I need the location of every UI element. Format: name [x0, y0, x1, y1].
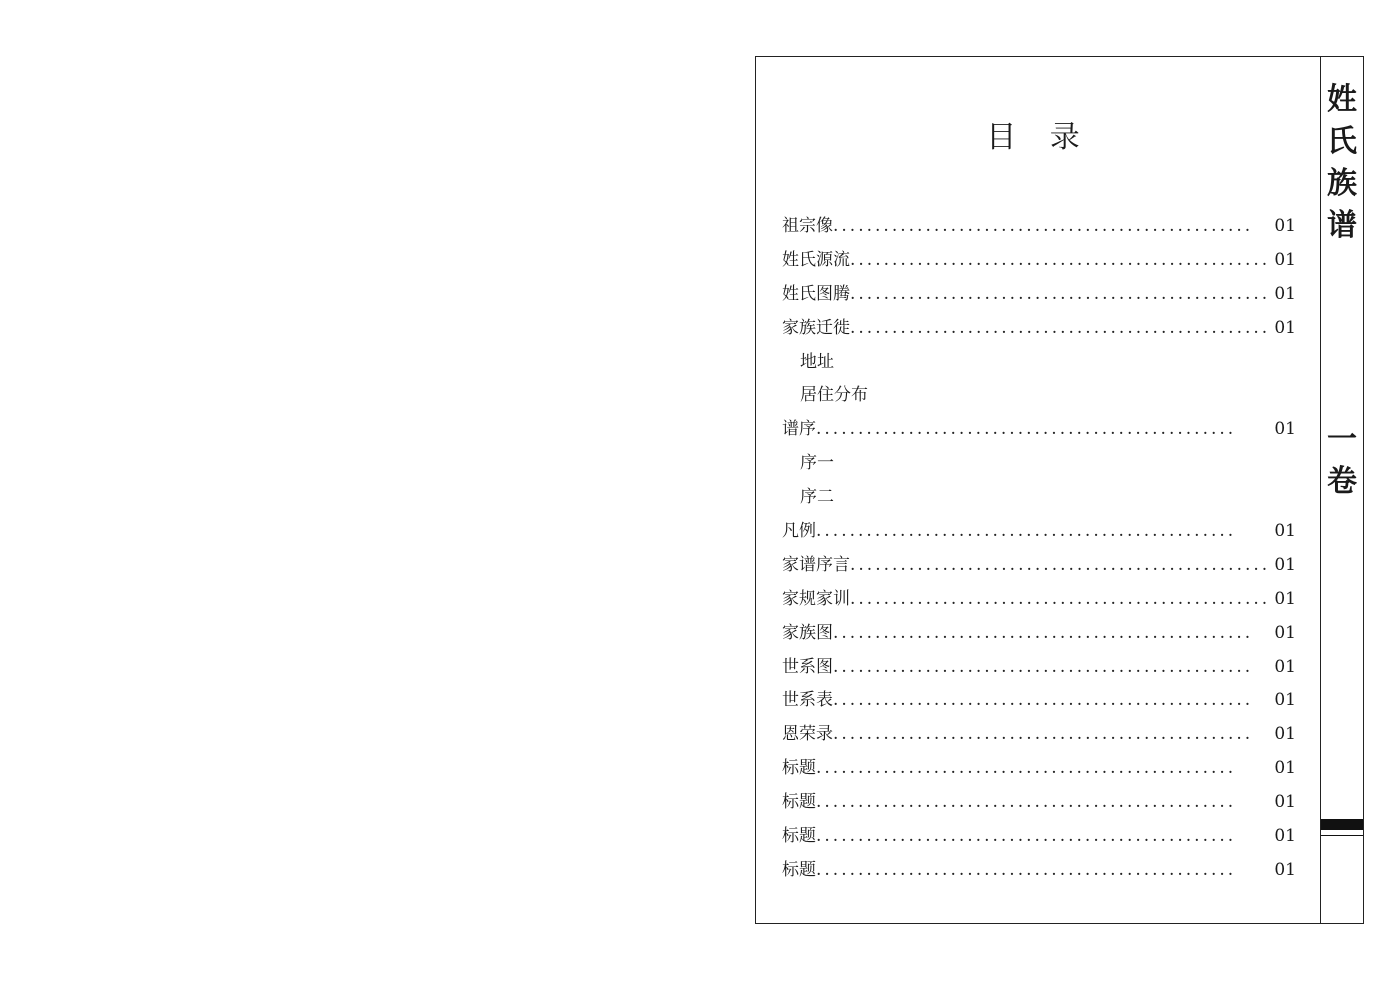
- toc-dot-leader: ..................................................: [850, 317, 1271, 338]
- toc-entry: [782, 617, 1296, 651]
- spine-title: [1321, 79, 1363, 247]
- toc-entry: [782, 684, 1296, 718]
- toc-entry-title: 姓氏源流: [782, 249, 850, 270]
- toc-entry-title: 地址: [800, 351, 834, 372]
- toc-dot-leader: ..................................................: [850, 554, 1271, 575]
- toc-page-number: 01: [1274, 317, 1296, 338]
- toc-page-number: 01: [1274, 690, 1296, 711]
- spine-title-char: 谱: [1327, 208, 1357, 243]
- toc-entry-title: 世系表: [782, 690, 833, 711]
- toc-entry: [782, 278, 1296, 312]
- toc-entry: [782, 651, 1296, 685]
- toc-entry: [782, 312, 1296, 346]
- toc-dot-leader: ..................................................: [816, 792, 1237, 813]
- toc-entry: [782, 752, 1296, 786]
- toc-entry-title: 祖宗像: [782, 216, 833, 236]
- toc-entry-title: 标题: [782, 792, 816, 813]
- spine-thick-rule: [1321, 819, 1363, 830]
- toc-page-number: 01: [1274, 859, 1296, 880]
- toc-entry: [782, 718, 1296, 752]
- toc-dot-leader: ..................................................: [816, 758, 1237, 779]
- toc-entry-title: 家谱序言: [782, 554, 850, 575]
- toc-entry: [782, 820, 1296, 854]
- toc-entry: [782, 210, 1296, 244]
- toc-entry-title: 标题: [782, 859, 816, 880]
- toc-entry-title: 居住分布: [800, 385, 868, 406]
- toc-dot-leader: ..................................................: [816, 826, 1237, 847]
- spine-volume: [1321, 419, 1363, 503]
- toc-page-number: 01: [1274, 656, 1296, 677]
- toc-subentry: [782, 481, 1296, 515]
- toc-subentry: [782, 447, 1296, 481]
- toc-entry-title: 标题: [782, 758, 816, 779]
- toc-dot-leader: ..................................................: [816, 419, 1237, 440]
- toc-page-number: 01: [1274, 216, 1296, 236]
- toc-entry-title: 家族图: [782, 622, 833, 643]
- book-page: [755, 56, 1364, 924]
- toc-dot-leader: ..................................................: [833, 656, 1254, 677]
- spine-volume-char: 卷: [1327, 464, 1357, 499]
- toc-entry-title: 标题: [782, 826, 816, 847]
- book-spine: [1320, 57, 1363, 923]
- toc-entry-title: 世系图: [782, 656, 833, 677]
- toc-area: [756, 57, 1322, 923]
- toc-dot-leader: ..................................................: [850, 249, 1271, 270]
- spine-thin-rule: [1321, 835, 1363, 836]
- toc-page-number: 01: [1274, 249, 1296, 270]
- toc-subentry: [782, 379, 1296, 413]
- toc-entry-title: 序二: [800, 487, 834, 508]
- toc-page-number: 01: [1274, 758, 1296, 779]
- toc-entry-title: 姓氏图腾: [782, 283, 850, 304]
- toc-entry: [782, 854, 1296, 888]
- toc-page-number: 01: [1274, 588, 1296, 609]
- toc-entry-title: 凡例: [782, 521, 816, 542]
- toc-page-number: 01: [1274, 622, 1296, 643]
- toc-dot-leader: ..................................................: [816, 859, 1237, 880]
- toc-entry: [782, 244, 1296, 278]
- spine-volume-char: 一: [1327, 422, 1357, 457]
- toc-page-number: 01: [1274, 283, 1296, 304]
- toc-page-number: 01: [1274, 792, 1296, 813]
- toc-page-number: 01: [1274, 521, 1296, 542]
- toc-entry: [782, 786, 1296, 820]
- spine-title-char: 族: [1327, 166, 1357, 201]
- toc-entry-title: 谱序: [782, 419, 816, 440]
- toc-dot-leader: ..................................................: [833, 724, 1254, 745]
- toc-heading: 目 录: [986, 120, 1092, 155]
- toc-dot-leader: ..................................................: [833, 216, 1254, 236]
- toc-dot-leader: ..................................................: [850, 283, 1271, 304]
- toc-dot-leader: ..................................................: [816, 521, 1237, 542]
- toc-page-number: 01: [1274, 724, 1296, 745]
- toc-dot-leader: ..................................................: [833, 622, 1254, 643]
- toc-dot-leader: ..................................................: [833, 690, 1254, 711]
- toc-entry: [782, 515, 1296, 549]
- toc-entry: [782, 583, 1296, 617]
- toc-entry: [782, 549, 1296, 583]
- toc-entry-title: 恩荣录: [782, 724, 833, 745]
- toc-list: [782, 210, 1296, 888]
- toc-page-number: 01: [1274, 554, 1296, 575]
- toc-entry-title: 序一: [800, 453, 834, 474]
- toc-entry-title: 家规家训: [782, 588, 850, 609]
- toc-page-number: 01: [1274, 419, 1296, 440]
- toc-entry-title: 家族迁徙: [782, 317, 850, 338]
- spine-title-char: 氏: [1327, 124, 1357, 159]
- toc-dot-leader: ..................................................: [850, 588, 1271, 609]
- toc-entry: [782, 413, 1296, 447]
- spine-title-char: 姓: [1327, 82, 1357, 117]
- toc-subentry: [782, 346, 1296, 380]
- toc-page-number: 01: [1274, 826, 1296, 847]
